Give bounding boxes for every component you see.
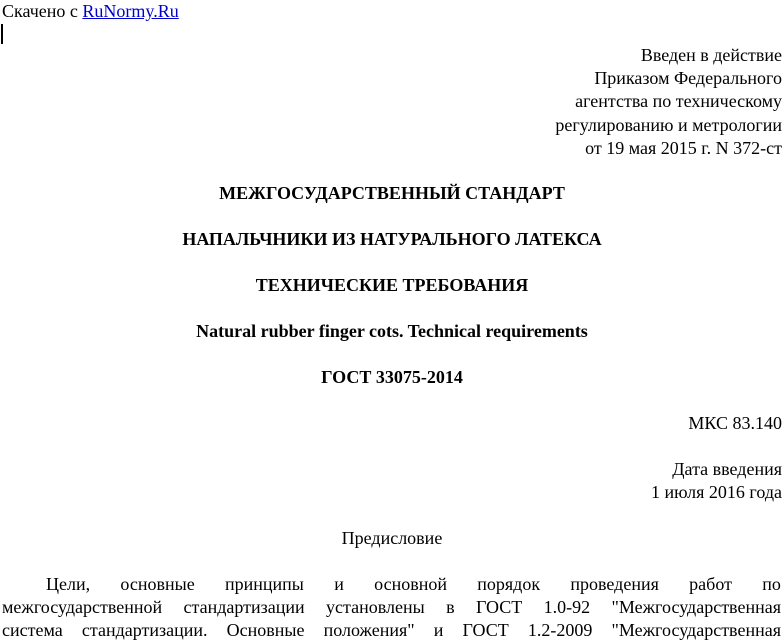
enacted-line-1: Введен в действие bbox=[640, 45, 782, 65]
word: и bbox=[334, 574, 344, 594]
enacted-line-2: Приказом Федерального bbox=[594, 68, 782, 88]
runormy-link[interactable]: RuNormy.Ru bbox=[82, 1, 179, 21]
word: Основные bbox=[226, 620, 305, 640]
intro-date-label: Дата введения bbox=[672, 459, 782, 479]
word: по bbox=[762, 574, 781, 594]
word: основной bbox=[374, 574, 447, 594]
document-title: НАПАЛЬЧНИКИ ИЗ НАТУРАЛЬНОГО ЛАТЕКСА bbox=[182, 229, 602, 249]
enacted-line-4: регулированию и метрологии bbox=[555, 115, 782, 135]
word: межгосударственной bbox=[2, 597, 163, 617]
word: работ bbox=[689, 574, 732, 594]
word: система bbox=[2, 620, 63, 640]
mks-code: МКС 83.140 bbox=[688, 413, 782, 433]
word: 1.2-2009 bbox=[527, 620, 593, 640]
foreword-line-3 bbox=[2, 619, 781, 642]
foreword-line-1 bbox=[46, 573, 781, 596]
english-title: Natural rubber finger cots. Technical requirements bbox=[196, 321, 588, 341]
word: установлены bbox=[326, 597, 425, 617]
word: в bbox=[446, 597, 455, 617]
word: стандартизации bbox=[183, 597, 305, 617]
enacted-line-3: агентства по техническому bbox=[575, 91, 782, 111]
text-cursor bbox=[1, 24, 3, 44]
word: основные bbox=[120, 574, 195, 594]
word: порядок bbox=[477, 574, 541, 594]
standard-code: ГОСТ 33075-2014 bbox=[321, 367, 463, 387]
word: положения" bbox=[323, 620, 415, 640]
foreword-line-2 bbox=[2, 596, 781, 619]
word: ГОСТ bbox=[462, 620, 509, 640]
word: Цели, bbox=[46, 574, 91, 594]
standard-type: МЕЖГОСУДАРСТВЕННЫЙ СТАНДАРТ bbox=[219, 183, 565, 203]
word: проведения bbox=[570, 574, 659, 594]
word: "Межгосударственная bbox=[611, 620, 781, 640]
download-prefix: Скачено с bbox=[2, 1, 83, 21]
foreword-heading: Предисловие bbox=[341, 528, 443, 548]
word: принципы bbox=[225, 574, 304, 594]
word: "Межгосударственная bbox=[611, 597, 781, 617]
enacted-line-5: от 19 мая 2015 г. N 372-ст bbox=[585, 138, 782, 158]
word: ГОСТ bbox=[476, 597, 523, 617]
download-source bbox=[2, 0, 179, 23]
word: и bbox=[433, 620, 444, 640]
document-subtitle: ТЕХНИЧЕСКИЕ ТРЕБОВАНИЯ bbox=[255, 275, 529, 295]
word: 1.0-92 bbox=[543, 597, 591, 617]
intro-date-value: 1 июля 2016 года bbox=[651, 482, 782, 502]
word: стандартизации. bbox=[81, 620, 208, 640]
